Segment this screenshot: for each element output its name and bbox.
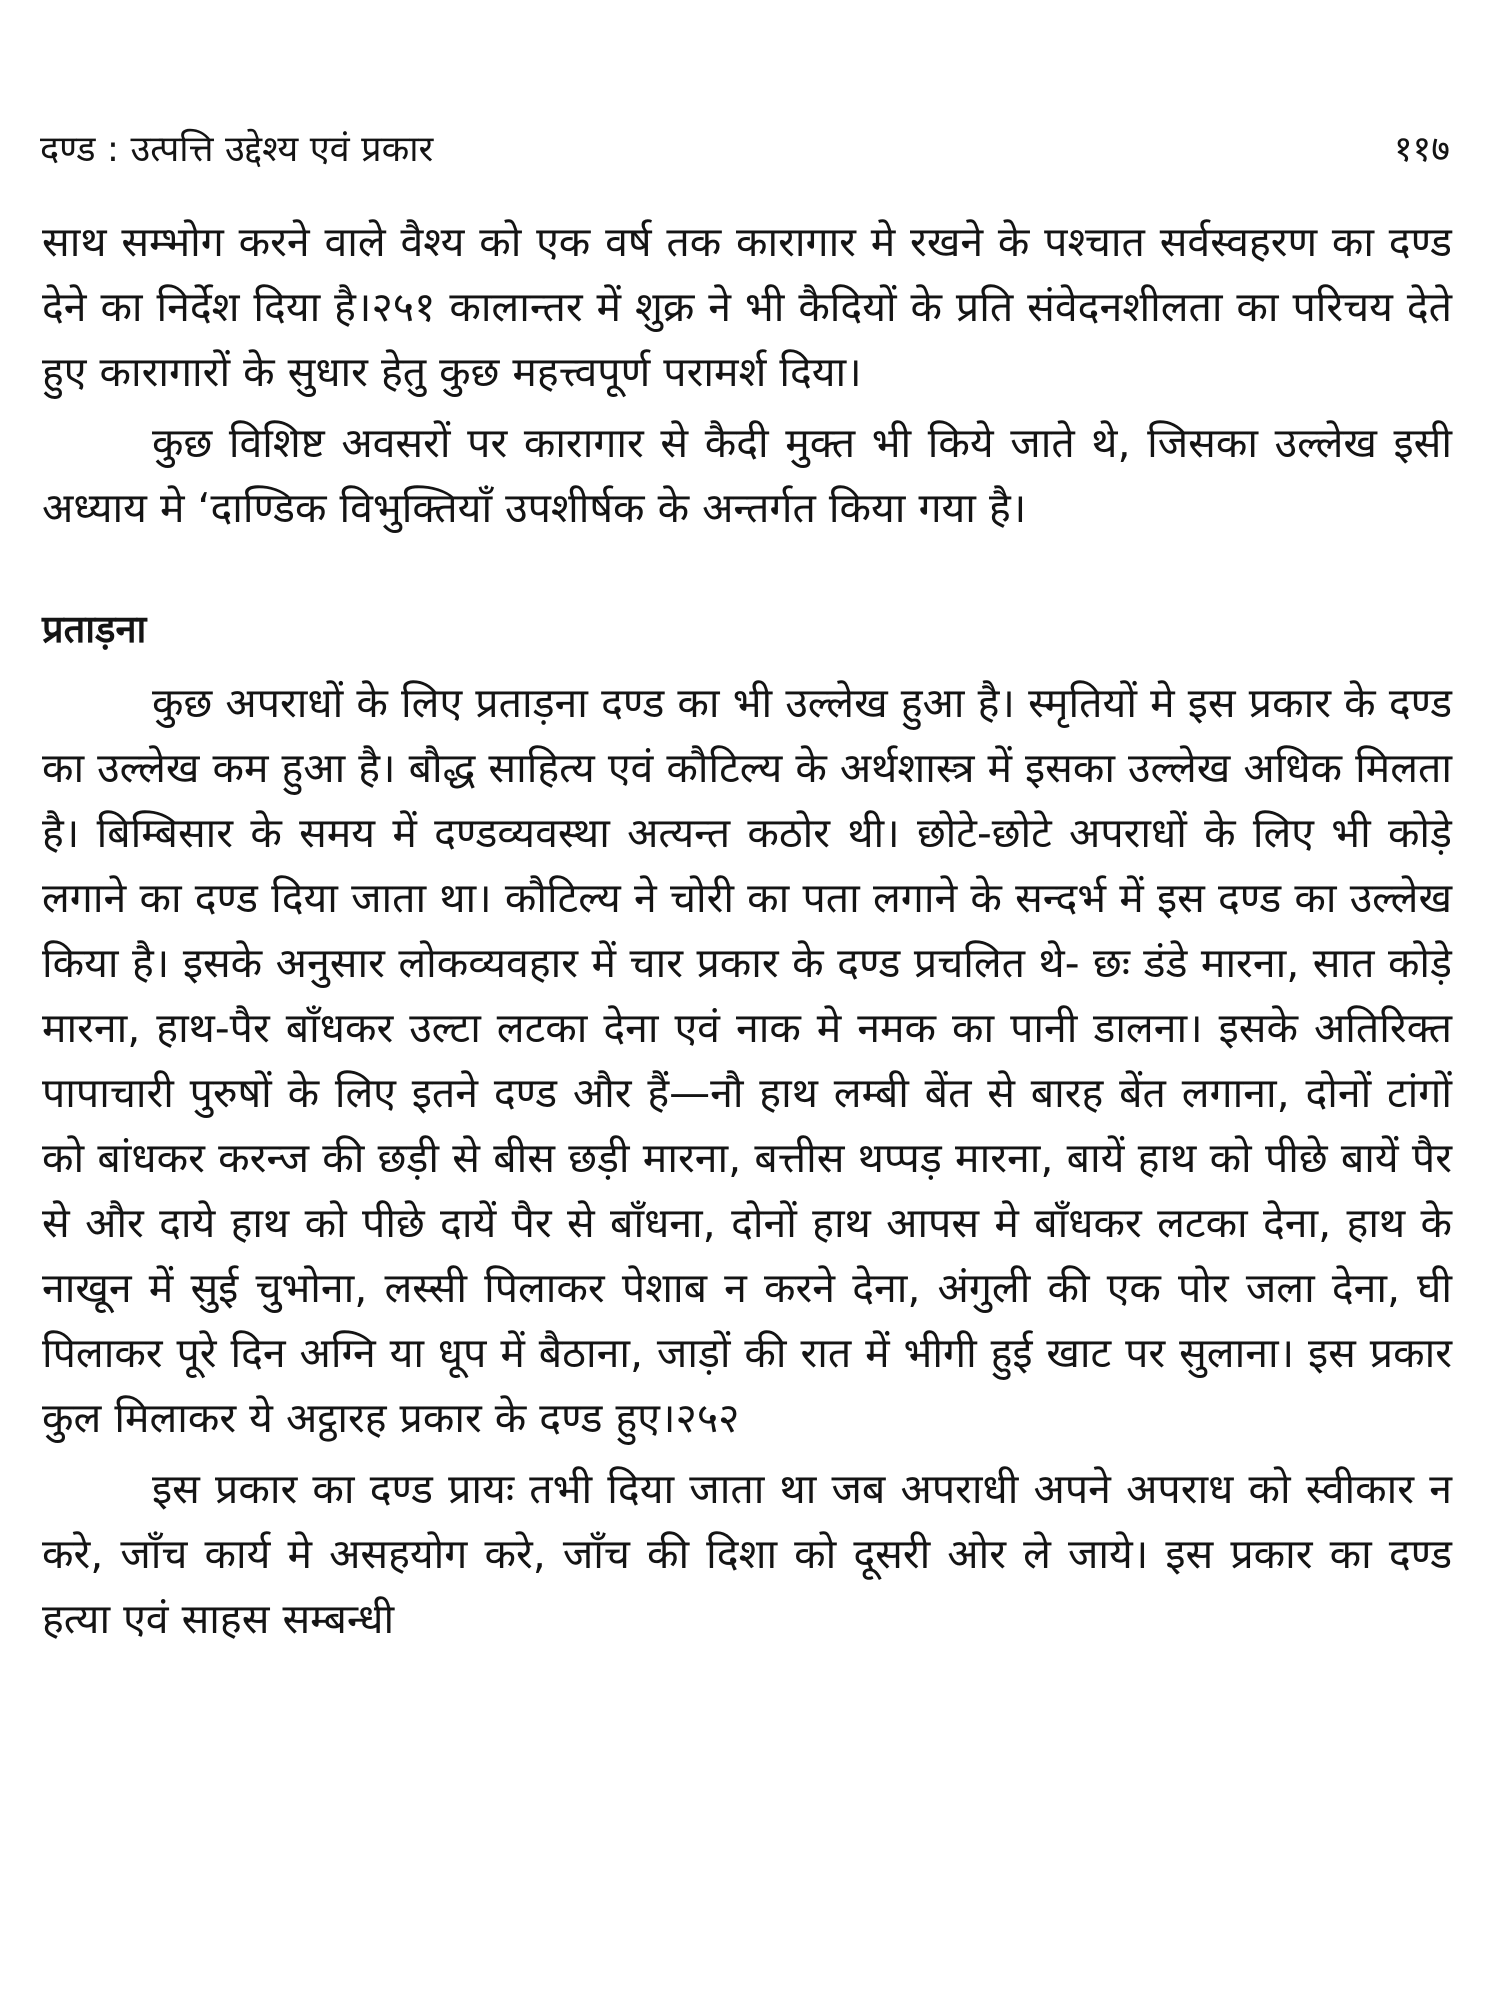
paragraph-release-of-prisoners: कुछ विशिष्ट अवसरों पर कारागार से कैदी मुक्त भी किये जाते थे, जिसका उल्लेख इसी अध्याय मे ‘दाण्डिक विभुक्तियाँ उपशीर्षक के अन्तर्गत किया गया है। — [42, 419, 1452, 532]
section-heading: प्रताड़ना — [42, 607, 147, 651]
body-text — [42, 210, 1452, 1652]
paragraph-punishment-conditions: इस प्रकार का दण्ड प्रायः तभी दिया जाता था जब अपराधी अपने अपराध को स्वीकार न करे, जाँच कार्य मे असहयोग करे, जाँच की दिशा को दूसरी ओर ले जाये। इस प्रकार का दण्ड हत्या एवं साहस सम्बन्धी — [42, 1465, 1452, 1643]
page-number: ११७ — [1393, 129, 1450, 170]
paragraph-corporal-punishment: कुछ अपराधों के लिए प्रताड़ना दण्ड का भी उल्लेख हुआ है। स्मृतियों मे इस प्रकार के दण्ड का उल्लेख कम हुआ है। बौद्ध साहित्य एवं कौटिल्य के अर्थशास्त्र में इसका उल्लेख अधिक मिलता है। बिम्बिसार के समय में दण्डव्यवस्था अत्यन्त कठोर थी। छोटे-छोटे अपराधों के लिए भी कोड़े लगाने का दण्ड दिया जाता था। कौटिल्य ने चोरी का पता लगाने के सन्दर्भ में इस दण्ड का उल्लेख किया है। इसके अनुसार लोकव्यवहार में चार प्रकार के दण्ड प्रचलित थे- छः डंडे मारना, सात कोड़े मारना, हाथ-पैर बाँधकर उल्टा लटका देना एवं नाक मे नमक का पानी डालना। इसके अतिरिक्त पापाचारी पुरुषों के लिए इतने दण्ड और हैं—नौ हाथ लम्बी बेंत से बारह बेंत लगाना, दोनों टांगों को बांधकर करन्ज की छड़ी से बीस छड़ी मारना, बत्तीस थप्पड़ मारना, बायें हाथ को पीछे बायें पैर से और दाये हाथ को पीछे दायें पैर से बाँधना, दोनों हाथ आपस मे बाँधकर लटका देना, हाथ के नाखून में सुई चुभोना, लस्सी पिलाकर पेशाब न करने देना, अंगुली की एक पोर जला देना, घी पिलाकर पूरे दिन अग्नि या धूप में बैठाना, जाड़ों की रात में भीगी हुई खाट पर सुलाना। इस प्रकार कुल मिलाकर ये अट्ठारह प्रकार के दण्ड हुए।२५२ — [42, 679, 1452, 1442]
paragraph-continued: साथ सम्भोग करने वाले वैश्य को एक वर्ष तक कारागार मे रखने के पश्चात सर्वस्वहरण का दण्ड देने का निर्देश दिया है।२५१ कालान्तर में शुक्र ने भी कैदियों के प्रति संवेदनशीलता का परिचय देते हुए कारागारों के सुधार हेतु कुछ महत्त्वपूर्ण परामर्श दिया। — [42, 218, 1452, 396]
running-header — [40, 120, 1450, 180]
running-title: दण्ड : उत्पत्ति उद्देश्य एवं प्रकार — [40, 129, 434, 170]
